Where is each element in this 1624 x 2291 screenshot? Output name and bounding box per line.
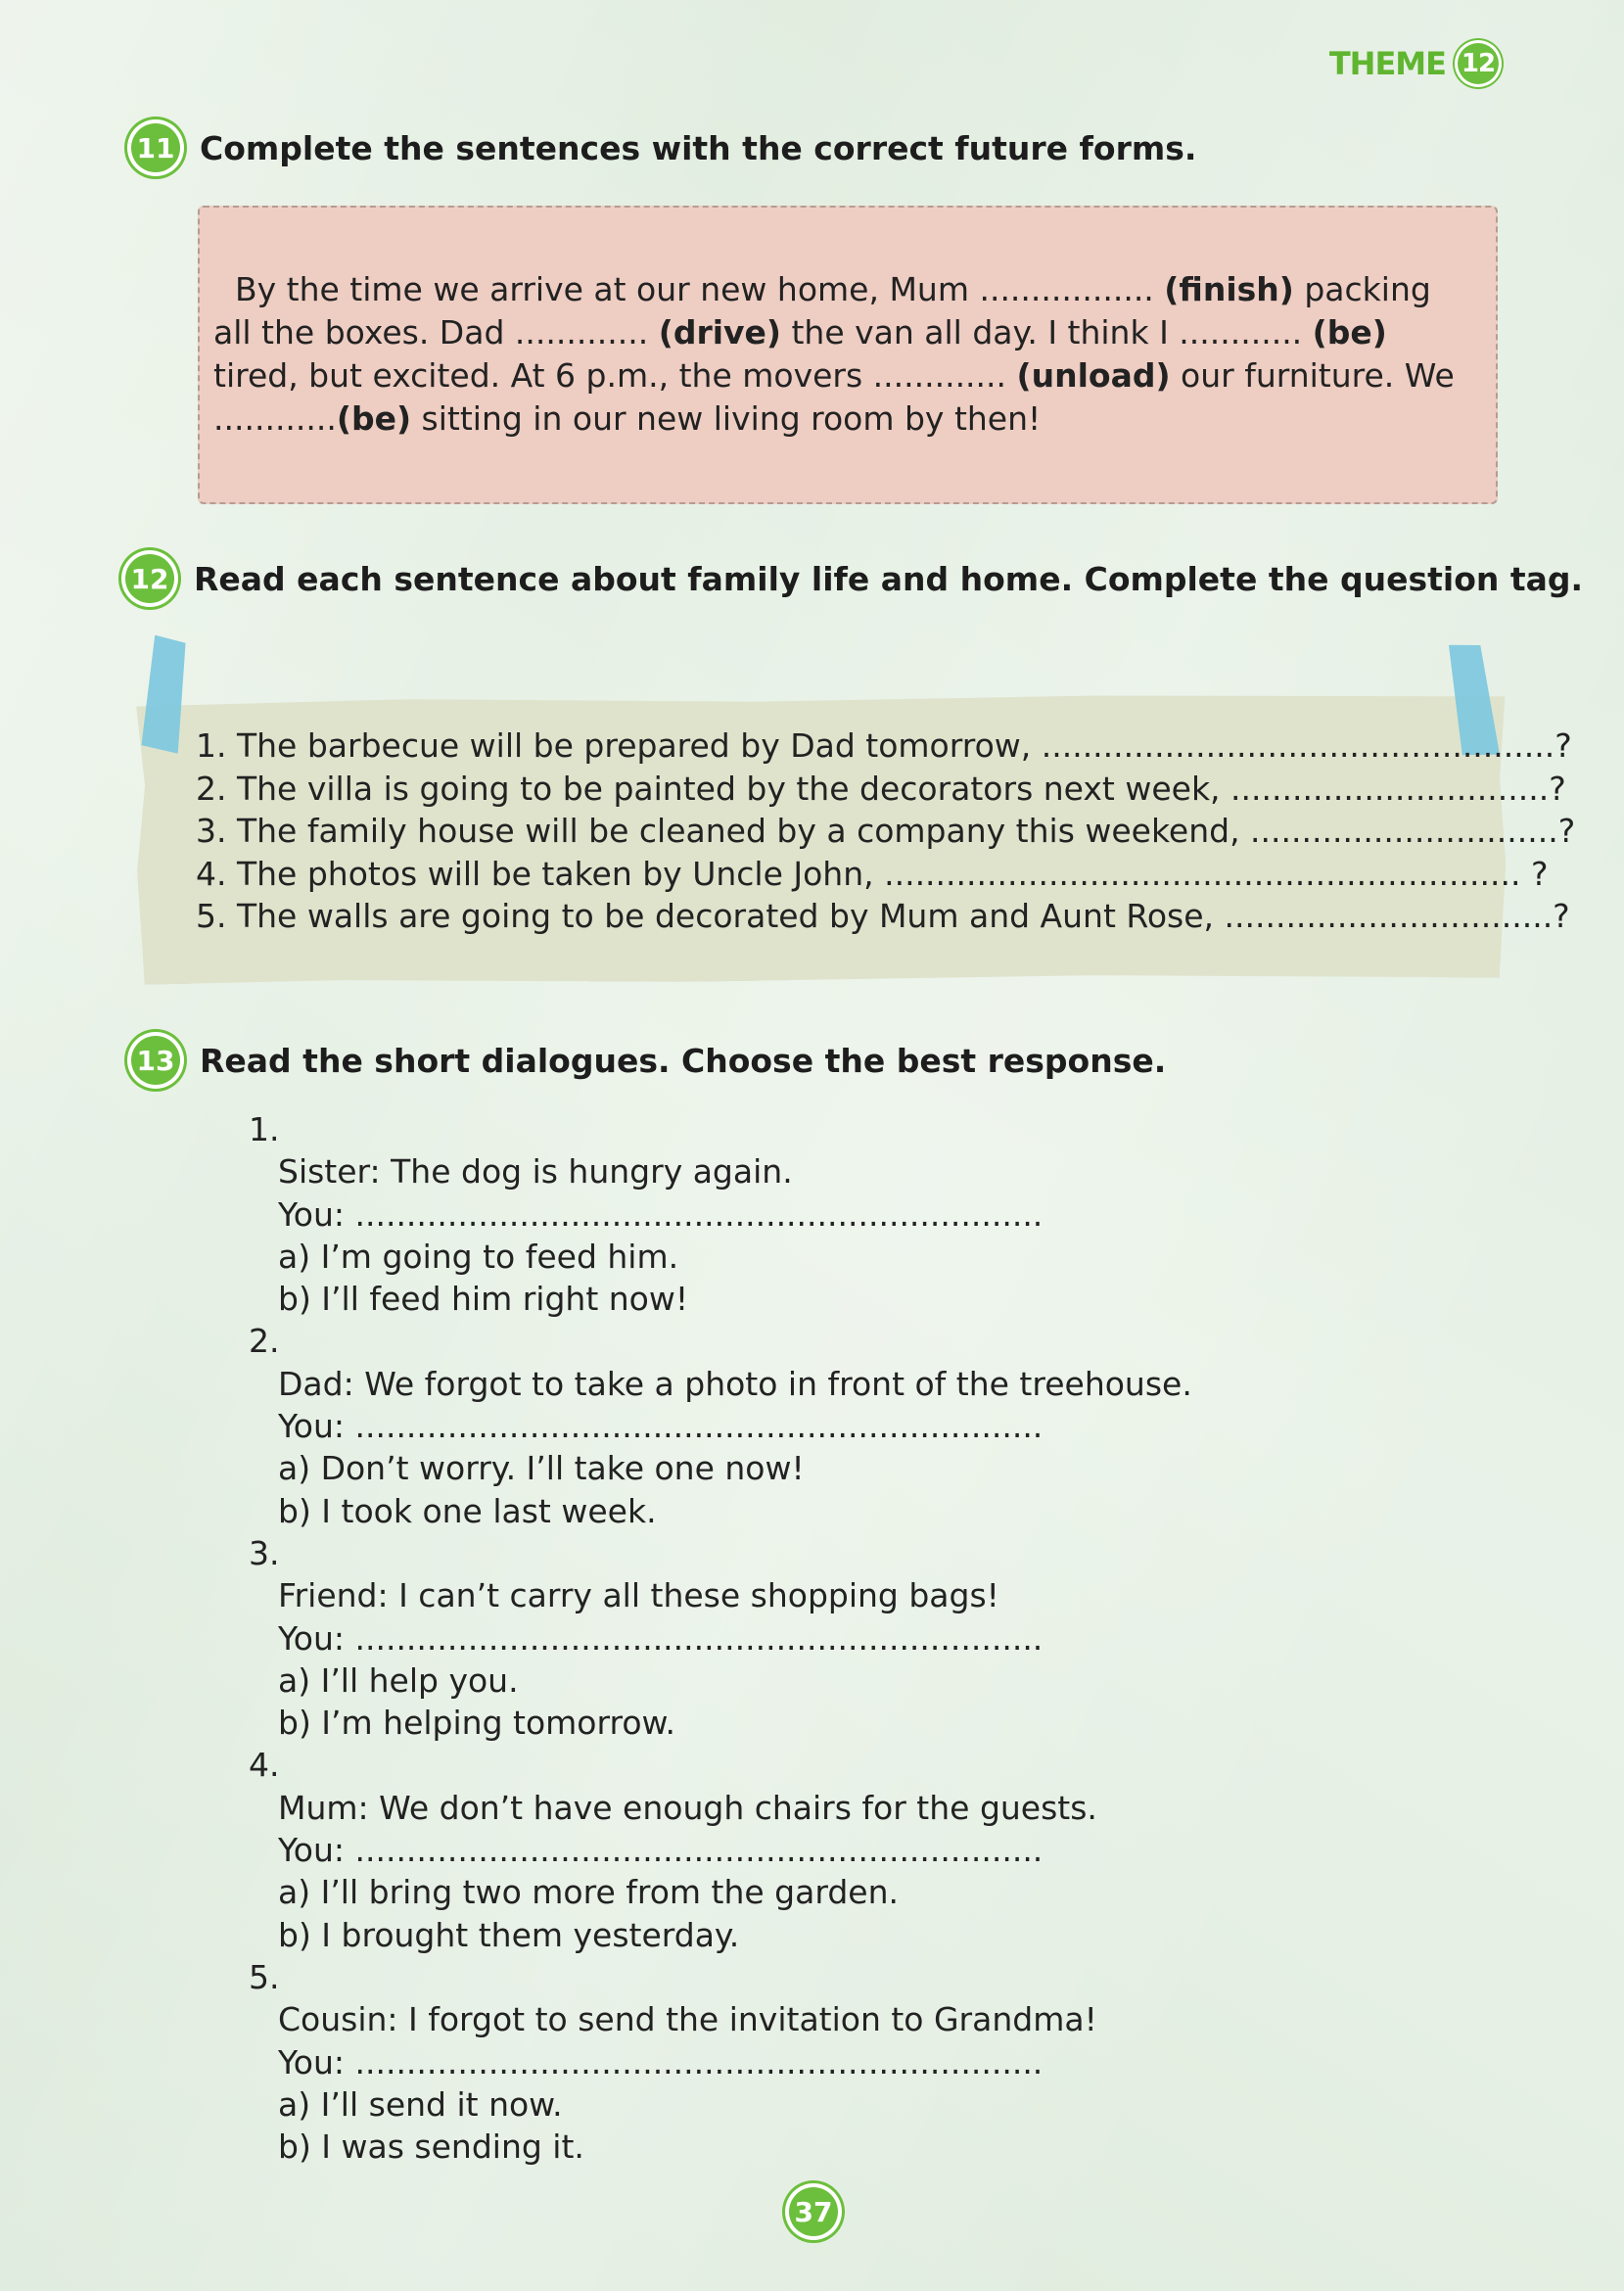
dialogue-number: 1. [249,1110,280,1148]
ex11-verb-drive: (drive) [658,313,781,351]
option-b: b) I’m helping tomorrow. [278,1704,675,1743]
page-number-badge: 37 [789,2187,838,2236]
ex11-verb-unload: (unload) [1016,356,1171,395]
exercise-13-dialogues [249,1108,1192,2168]
answer-blank: You: ................................................................... [278,2042,1044,2081]
ex11-verb-finish: (finish) [1164,270,1294,308]
theme-label [1329,43,1499,84]
ex11-text: tired, but excited. At 6 p.m., the movers ............. [213,356,1017,395]
list-item: 1. The barbecue will be prepared by Dad tomorrow, ..................................................? [196,726,1572,765]
option-a: a) I’ll help you. [278,1660,519,1700]
answer-blank: You: ................................................................... [278,1618,1044,1658]
exercise-11-badge: 11 [131,123,180,172]
list-item: 4. The photos will be taken by Uncle John, .............................................................. ? [196,854,1549,893]
option-b: b) I’ll feed him right now! [278,1280,689,1319]
exercise-12-header [125,554,1583,603]
answer-blank: You: ................................................................... [278,1194,1044,1234]
answer-blank: You: ................................................................... [278,1407,1044,1446]
exercise-12-list [196,725,1575,938]
ex11-text: our furniture. We ............ [213,356,1455,438]
option-a: a) I’m going to feed him. [278,1237,679,1276]
dialogue-line: Dad: We forgot to take a photo in front of the treehouse. [278,1364,1192,1403]
list-item: 2. The villa is going to be painted by the decorators next week, ...............................? [196,769,1566,808]
theme-number-badge: 12 [1458,43,1499,84]
exercise-13-title: Read the short dialogues. Choose the best response. [200,1041,1167,1080]
exercise-12-badge: 12 [125,554,174,603]
exercise-12-title: Read each sentence about family life and home. Complete the question tag. [194,559,1584,598]
list-item: 3. The family house will be cleaned by a company this weekend, ..............................? [196,812,1576,850]
dialogue-4 [249,1744,1192,1955]
dialogue-line: Mum: We don’t have enough chairs for the guests. [278,1788,1097,1827]
option-b: b) I took one last week. [278,1491,657,1530]
option-a: a) I’ll send it now. [278,2084,563,2124]
exercise-11-header [131,123,1196,172]
dialogue-number: 3. [249,1533,280,1572]
dialogue-1 [249,1108,1192,1320]
dialogue-number: 4. [249,1746,280,1785]
dialogue-3 [249,1532,1192,1744]
dialogue-number: 2. [249,1322,280,1361]
dialogue-5 [249,1956,1192,2168]
option-b: b) I brought them yesterday. [278,1915,740,1954]
option-a: a) Don’t worry. I’ll take one now! [278,1449,805,1488]
exercise-13-badge: 13 [131,1036,180,1085]
exercise-11-text-box [198,206,1498,504]
ex11-verb-be: (be) [1312,313,1387,351]
answer-blank: You: ................................................................... [278,1831,1044,1870]
dialogue-line: Cousin: I forgot to send the invitation to Grandma! [278,2000,1097,2039]
ex11-text: sitting in our new living room by then! [411,399,1042,438]
list-item: 5. The walls are going to be decorated by Mum and Aunt Rose, ................................? [196,897,1570,935]
option-b: b) I was sending it. [278,2127,584,2167]
option-a: a) I’ll bring two more from the garden. [278,1873,899,1912]
ex11-verb-be-2: (be) [336,399,412,438]
ex11-text: the van all day. I think I ............ [781,313,1313,351]
dialogue-line: Friend: I can’t carry all these shopping bags! [278,1576,999,1615]
dialogue-number: 5. [249,1957,280,1996]
dialogue-line: Sister: The dog is hungry again. [278,1152,793,1192]
exercise-11-title: Complete the sentences with the correct future forms. [200,128,1197,167]
theme-text: THEME [1328,45,1446,82]
exercise-13-header [131,1036,1166,1085]
ex11-text: By the time we arrive at our new home, Mum ................. [235,270,1165,308]
dialogue-2 [249,1320,1192,1531]
ex11-text: packing all the boxes. Dad ............. [213,270,1431,351]
